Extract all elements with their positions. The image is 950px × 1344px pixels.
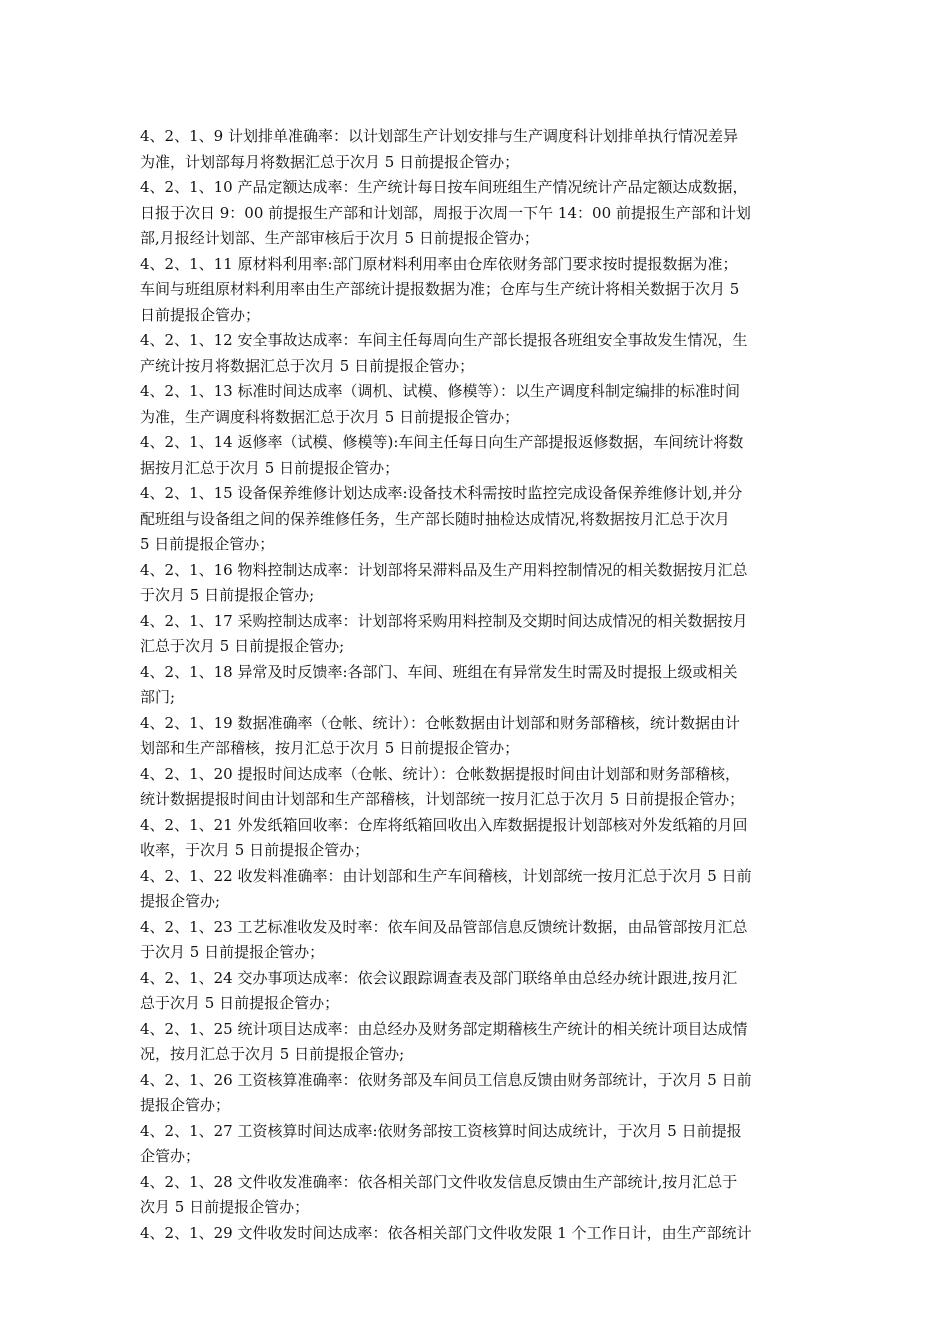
text-line: 4、2、1、12 安全事故达成率：车间主任每周向生产部长提报各班组安全事故发生情况，生 bbox=[140, 331, 748, 349]
text-line: 4、2、1、20 提报时间达成率（仓帐、统计）：仓帐数据提报时间由计划部和财务部稽核， bbox=[140, 764, 740, 783]
document-body bbox=[140, 124, 812, 1246]
text-line: 统计数据提报时间由计划部和生产部稽核，计划部统一按月汇总于次月 5 日前提报企管办； bbox=[140, 790, 745, 808]
text-line: 4、2、1、29 文件收发时间达成率：依各相关部门文件收发限 1 个工作日计，由生产部统计 bbox=[140, 1223, 752, 1242]
text-line: 4、2、1、21 外发纸箱回收率：仓库将纸箱回收出入库数据提报计划部核对外发纸箱的月回 bbox=[140, 815, 748, 834]
text-line: 车间与班组原材料利用率由生产部统计提报数据为准；仓库与生产统计将相关数据于次月 5 bbox=[140, 280, 740, 298]
text-line: 产统计按月将数据汇总于次月 5 日前提报企管办； bbox=[140, 356, 475, 375]
text-line: 4、2、1、9 计划排单准确率：以计划部生产计划安排与生产调度科计划排单执行情况差异 bbox=[140, 127, 738, 145]
text-line: 4、2、1、14 返修率（试模、修模等):车间主任每日向生产部提报返修数据，车间统计将数 bbox=[140, 433, 744, 451]
text-line: 4、2、1、10 产品定额达成率：生产统计每日按车间班组生产情况统计产品定额达成数据， bbox=[140, 178, 748, 196]
text-line: 汇总于次月 5 日前提报企管办; bbox=[140, 637, 345, 655]
text-line: 为准，生产调度科将数据汇总于次月 5 日前提报企管办； bbox=[140, 407, 520, 426]
text-line: 日前提报企管办； bbox=[140, 305, 261, 324]
text-line: 配班组与设备组之间的保养维修任务，生产部长随时抽检达成情况,将数据按月汇总于次月 bbox=[140, 509, 730, 528]
text-line: 收率，于次月 5 日前提报企管办； bbox=[140, 841, 370, 859]
text-line: 5 日前提报企管办； bbox=[140, 535, 275, 553]
text-line: 4、2、1、18 异常及时反馈率:各部门、车间、班组在有异常发生时需及时提报上级或相关 bbox=[140, 662, 738, 681]
text-line: 4、2、1、19 数据准确率（仓帐、统计）：仓帐数据由计划部和财务部稽核，统计数据由计 bbox=[140, 713, 740, 732]
text-line: 为准，计划部每月将数据汇总于次月 5 日前提报企管办； bbox=[140, 152, 520, 171]
text-line: 提报企管办; bbox=[140, 892, 221, 910]
text-line: 于次月 5 日前提报企管办; bbox=[140, 586, 315, 604]
text-line: 日报于次日 9：00 前提报生产部和计划部，周报于次周一下午 14：00 前提报生产部和计划 bbox=[140, 203, 751, 222]
text-line: 4、2、1、17 采购控制达成率：计划部将采购用料控制及交期时间达成情况的相关数据按月 bbox=[140, 611, 748, 630]
text-line: 4、2、1、27 工资核算时间达成率:依财务部按工资核算时间达成统计，于次月 5 日前提报 bbox=[140, 1121, 742, 1140]
text-line: 4、2、1、26 工资核算准确率：依财务部及车间员工信息反馈由财务部统计，于次月 5 日前 bbox=[140, 1070, 752, 1089]
text-line: 4、2、1、24 交办事项达成率：依会议跟踪调查表及部门联络单由总经办统计跟进,按月汇 bbox=[140, 968, 738, 987]
text-line: 4、2、1、15 设备保养维修计划达成率:设备技术科需按时监控完成设备保养维修计划,并分 bbox=[140, 484, 743, 502]
text-line: 提报企管办； bbox=[140, 1096, 231, 1114]
text-line: 4、2、1、23 工艺标准收发及时率：依车间及品管部信息反馈统计数据，由品管部按月汇总 bbox=[140, 917, 748, 936]
text-line: 部,月报经计划部、生产部审核后于次月 5 日前提报企管办； bbox=[140, 229, 539, 247]
text-line: 4、2、1、11 原材料利用率:部门原材料利用率由仓库依财务部门要求按时提报数据为准； bbox=[140, 254, 738, 273]
text-line: 于次月 5 日前提报企管办； bbox=[140, 943, 325, 961]
text-line: 4、2、1、22 收发料准确率：由计划部和生产车间稽核，计划部统一按月汇总于次月 5 日前 bbox=[140, 866, 752, 885]
text-line: 4、2、1、28 文件收发准确率：依各相关部门文件收发信息反馈由生产部统计,按月汇总于 bbox=[140, 1172, 738, 1191]
text-line: 4、2、1、16 物料控制达成率：计划部将呆滞料品及生产用料控制情况的相关数据按月汇总 bbox=[140, 560, 748, 579]
text-line: 总于次月 5 日前提报企管办； bbox=[140, 994, 340, 1012]
text-line: 企管办； bbox=[140, 1147, 201, 1165]
text-line: 划部和生产部稽核，按月汇总于次月 5 日前提报企管办； bbox=[140, 739, 520, 757]
text-line: 次月 5 日前提报企管办； bbox=[140, 1198, 310, 1216]
text-line: 4、2、1、25 统计项目达成率：由总经办及财务部定期稽核生产统计的相关统计项目达成情 bbox=[140, 1019, 748, 1038]
text-line: 部门; bbox=[140, 688, 176, 706]
text-line: 据按月汇总于次月 5 日前提报企管办； bbox=[140, 458, 400, 477]
text-line: 况，按月汇总于次月 5 日前提报企管办; bbox=[140, 1045, 405, 1063]
text-line: 4、2、1、13 标准时间达成率（调机、试模、修模等）：以生产调度科制定编排的标准时间 bbox=[140, 382, 740, 400]
